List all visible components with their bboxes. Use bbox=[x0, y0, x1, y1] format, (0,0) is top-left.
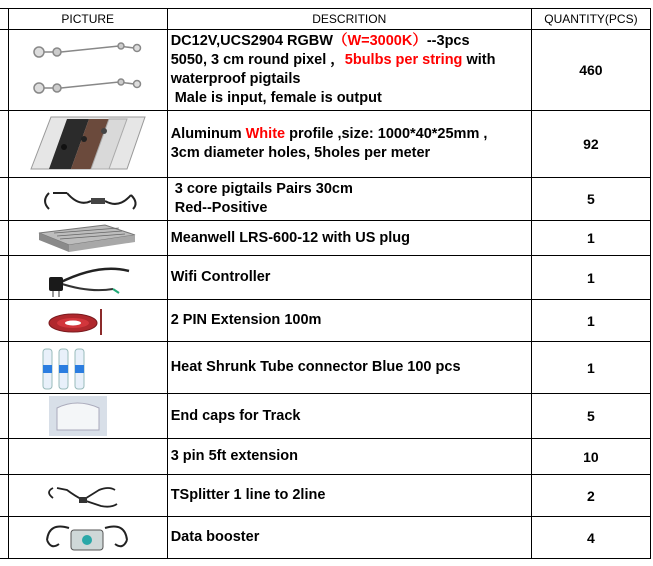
quantity-cell: 4 bbox=[531, 517, 650, 559]
desc-text: 3cm diameter holes, 5holes per meter bbox=[170, 145, 431, 161]
end-cap-icon bbox=[9, 394, 167, 438]
power-supply-icon bbox=[9, 221, 167, 255]
desc-text: DC12V,UCS2904 RGBW bbox=[170, 33, 333, 49]
description-cell: Heat Shrunk Tube connector Blue 100 pcs bbox=[167, 342, 531, 394]
quantity-cell: 1 bbox=[531, 256, 650, 300]
us-plug-cable-icon bbox=[9, 257, 167, 299]
picture-cell bbox=[8, 221, 167, 256]
table-row bbox=[0, 256, 651, 300]
pigtail-pair-icon bbox=[9, 179, 167, 219]
table-row bbox=[0, 394, 651, 439]
description-cell: 3 pin 5ft extension bbox=[167, 439, 531, 475]
quantity-header: QUANTITY(PCS) bbox=[531, 9, 650, 30]
table-row bbox=[0, 221, 651, 256]
description-cell: End caps for Track bbox=[167, 394, 531, 439]
table-row bbox=[0, 439, 651, 475]
row-gutter bbox=[0, 394, 8, 439]
table-row bbox=[0, 111, 651, 178]
picture-cell bbox=[8, 342, 167, 394]
picture-cell bbox=[8, 394, 167, 439]
aluminum-profile-icon bbox=[9, 111, 167, 177]
cable-spool-icon bbox=[9, 301, 167, 341]
row-gutter bbox=[0, 300, 8, 342]
desc-text: waterproof pigtails bbox=[170, 71, 301, 87]
description-cell bbox=[167, 30, 531, 111]
row-gutter bbox=[0, 475, 8, 517]
picture-cell bbox=[8, 475, 167, 517]
heat-shrink-tube-icon bbox=[9, 343, 167, 393]
desc-text: with bbox=[462, 52, 496, 68]
row-gutter bbox=[0, 178, 8, 221]
picture-cell bbox=[8, 439, 167, 475]
picture-cell bbox=[8, 300, 167, 342]
row-gutter-header bbox=[0, 9, 8, 30]
description-cell: 2 PIN Extension 100m bbox=[167, 300, 531, 342]
led-pixel-string-icon bbox=[9, 30, 167, 110]
picture-cell bbox=[8, 30, 167, 111]
row-gutter bbox=[0, 111, 8, 178]
quantity-cell: 5 bbox=[531, 394, 650, 439]
desc-text: 3 core pigtails Pairs 30cm bbox=[170, 181, 353, 197]
row-gutter bbox=[0, 342, 8, 394]
table-row bbox=[0, 30, 651, 111]
picture-cell bbox=[8, 111, 167, 178]
quantity-cell: 460 bbox=[531, 30, 650, 111]
table-row bbox=[0, 342, 651, 394]
row-gutter bbox=[0, 30, 8, 111]
quantity-cell: 2 bbox=[531, 475, 650, 517]
desc-text: --3pcs bbox=[426, 33, 470, 49]
desc-text: Aluminum bbox=[170, 126, 246, 142]
description-cell bbox=[167, 111, 531, 178]
table-row bbox=[0, 300, 651, 342]
desc-highlight: 5bulbs per string bbox=[344, 52, 463, 68]
row-gutter bbox=[0, 439, 8, 475]
quantity-cell: 10 bbox=[531, 439, 650, 475]
row-gutter bbox=[0, 221, 8, 256]
quantity-cell: 1 bbox=[531, 300, 650, 342]
y-splitter-icon bbox=[9, 476, 167, 516]
description-header: DESCRITION bbox=[167, 9, 531, 30]
desc-text: Male is input, female is output bbox=[170, 90, 382, 106]
row-gutter bbox=[0, 517, 8, 559]
description-cell: Data booster bbox=[167, 517, 531, 559]
description-cell: Wifi Controller bbox=[167, 256, 531, 300]
data-booster-icon bbox=[9, 518, 167, 558]
header-row bbox=[0, 9, 651, 30]
table-row bbox=[0, 178, 651, 221]
desc-text: profile ,size: 1000*40*25mm , bbox=[285, 126, 488, 142]
quantity-cell: 1 bbox=[531, 221, 650, 256]
picture-cell bbox=[8, 178, 167, 221]
picture-cell bbox=[8, 256, 167, 300]
description-cell: TSplitter 1 line to 2line bbox=[167, 475, 531, 517]
desc-highlight: （W=3000K） bbox=[332, 33, 427, 49]
quantity-cell: 1 bbox=[531, 342, 650, 394]
row-gutter bbox=[0, 256, 8, 300]
description-cell bbox=[167, 178, 531, 221]
picture-cell bbox=[8, 517, 167, 559]
description-cell: Meanwell LRS-600-12 with US plug bbox=[167, 221, 531, 256]
quantity-cell: 5 bbox=[531, 178, 650, 221]
desc-text: Red--Positive bbox=[170, 200, 268, 216]
picture-header: PICTURE bbox=[8, 9, 167, 30]
table-row bbox=[0, 475, 651, 517]
table-row bbox=[0, 517, 651, 559]
desc-text: 5050, 3 cm round pixel ， bbox=[170, 52, 345, 68]
product-table bbox=[0, 8, 651, 559]
quantity-cell: 92 bbox=[531, 111, 650, 178]
desc-highlight: White bbox=[245, 126, 286, 142]
